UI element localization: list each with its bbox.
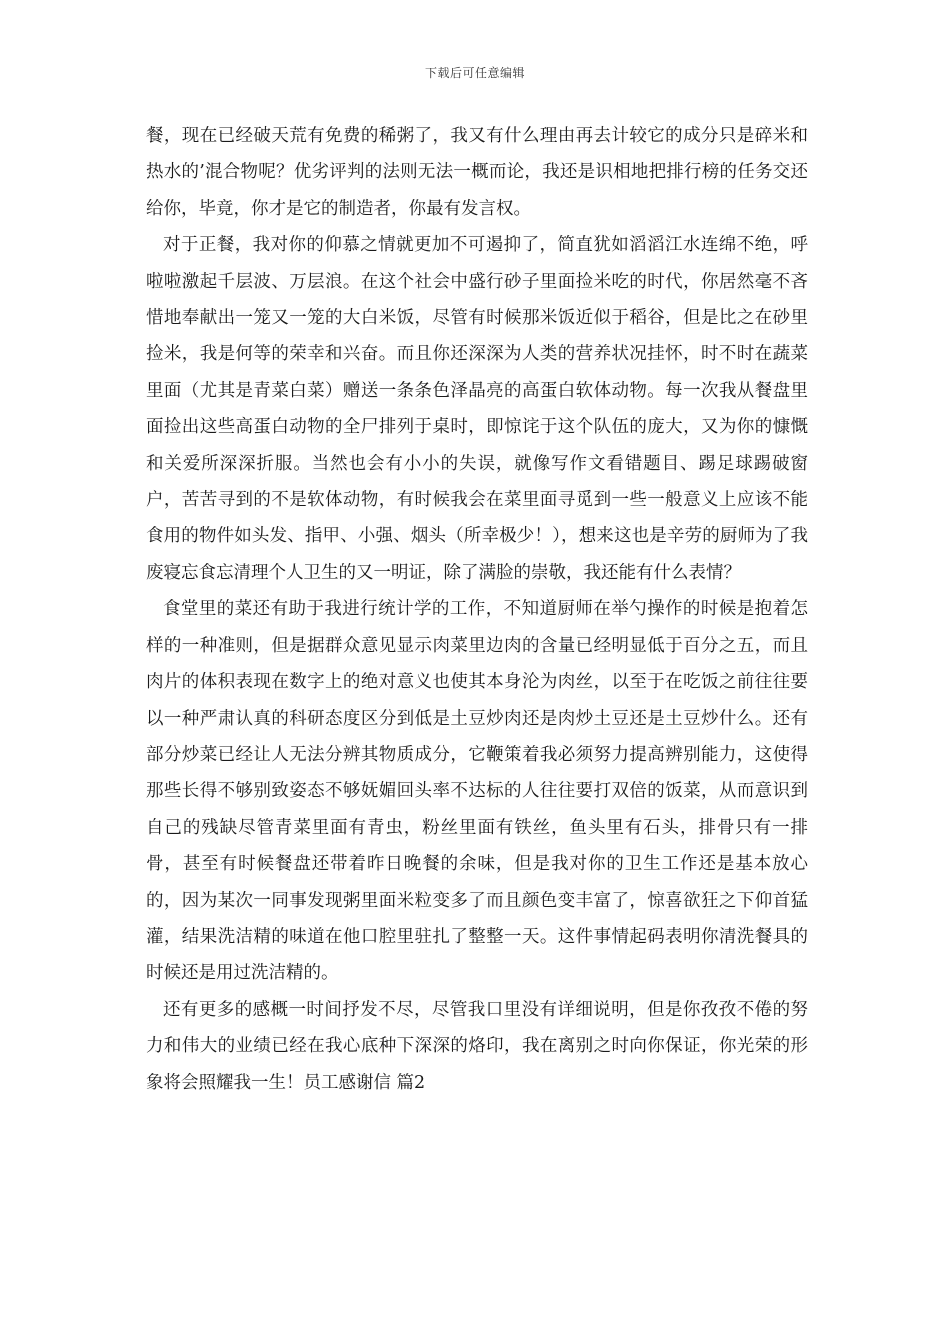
paragraph: 餐，现在已经破天荒有免费的稀粥了，我又有什么理由再去计较它的成分只是碎米和热水的’混合物呢？优劣评判的法则无法一概而论，我还是识相地把排行榜的任务交还给你，毕竟，你才是它的制造者，你最有发言权。 — [146, 126, 808, 219]
paragraph: 食堂里的菜还有助于我进行统计学的工作，不知道厨师在举勺操作的时候是抱着怎样的一种准则，但是据群众意见显示肉菜里边肉的含量已经明显低于百分之五，而且肉片的体积表现在数字上的绝对意义也使其本身沦为肉丝，以至于在吃饭之前往往要以一种严肃认真的科研态度区分到低是土豆炒肉还是肉炒土豆还是土豆炒什么。还有部分炒菜已经让人无法分辨其物质成分，它鞭策着我必须努力提高辨别能力，这使得那些长得不够别致姿态不够妩媚回头率不达标的人往往要打双倍的饭菜，从而意识到自己的残缺尽管青菜里面有青虫，粉丝里面有铁丝，鱼头里有石头，排骨只有一排骨，甚至有时候餐盘还带着昨日晚餐的余味，但是我对你的卫生工作还是基本放心的，因为某次一同事发现粥里面米粒变多了而且颜色变丰富了，惊喜欲狂之下仰首猛灌，结果洗洁精的味道在他口腔里驻扎了整整一天。这件事情起码表明你清洗餐具的时候还是用过洗洁精的。 — [146, 599, 808, 984]
paragraph: 还有更多的感概一时间抒发不尽，尽管我口里没有详细说明，但是你孜孜不倦的努力和伟大的业绩已经在我心底种下深深的烙印，我在离别之时向你保证，你光荣的形象将会照耀我一生！员工感谢信 篇2 — [146, 999, 808, 1093]
page-header: 下载后可任意编辑 — [424, 66, 525, 80]
document-body — [146, 118, 808, 1101]
paragraph: 对于正餐，我对你的仰慕之情就更加不可遏抑了，简直犹如滔滔江水连绵不绝，呼啦啦激起千层波、万层浪。在这个社会中盛行砂子里面捡米吃的时代，你居然毫不吝惜地奉献出一笼又一笼的大白米饭，尽管有时候那米饭近似于稻谷，但是比之在砂里捡米，我是何等的荣幸和兴奋。而且你还深深为人类的营养状况挂怀，时不时在蔬菜里面（尤其是青菜白菜）赠送一条条色泽晶亮的高蛋白软体动物。每一次我从餐盘里面捡出这些高蛋白动物的全尸排列于桌时，即惊诧于这个队伍的庞大，又为你的慷慨和关爱所深深折服。当然也会有小小的失误，就像写作文看错题目、踢足球踢破窗户，苦苦寻到的不是软体动物，有时候我会在菜里面寻觅到一些一般意义上应该不能食用的物件如头发、指甲、小强、烟头（所幸极少！），想来这也是辛劳的厨师为了我废寝忘食忘清理个人卫生的又一明证，除了满脸的崇敬，我还能有什么表情？ — [146, 235, 808, 583]
